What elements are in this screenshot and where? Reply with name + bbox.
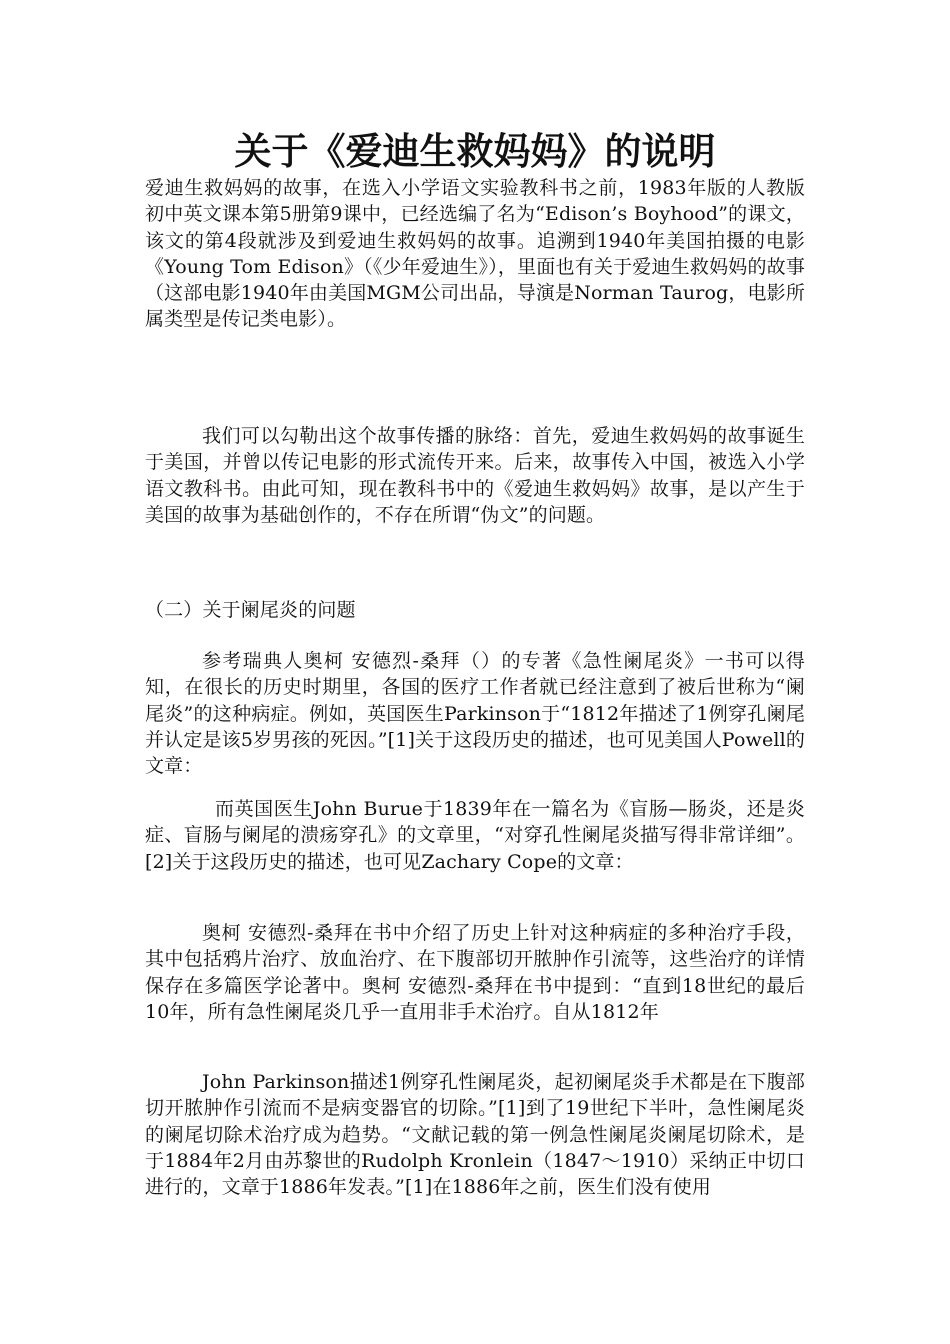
paragraph-intro: 爱迪生救妈妈的故事，在选入小学语文实验教科书之前，1983年版的人教版初中英文课本第5册第9课中，已经选编了名为“Edison’s Boyhood”的课文，该文的第4段就涉及到爱迪生救妈妈的故事。追溯到1940年美国拍摄的电影《Young Tom Edison》（《少年爱迪生》），里面也有关于爱迪生救妈妈的故事（这部电影1940年由美国MGM公司出品，导演是Norman Taurog，电影所属类型是传记类电影）。 — [145, 177, 805, 331]
paragraph-appendicitis-history: 参考瑞典人奥柯 安德烈-桑拜（）的专著《急性阑尾炎》一书可以得知，在很长的历史时期里，各国的医疗工作者就已经注意到了被后世称为“阑尾炎”的这种病症。例如，英国医生Parkinson于“1812年描述了1例穿孔阑尾并认定是该5岁男孩的死因。”[1]关于这段历史的描述，也可见美国人Powell的文章： — [145, 650, 805, 778]
paragraph-story-origin: 我们可以勾勒出这个故事传播的脉络：首先，爱迪生救妈妈的故事诞生于美国，并曾以传记电影的形式流传开来。后来，故事传入中国，被选入小学语文教科书。由此可知，现在教科书中的《爱迪生救妈妈》故事，是以产生于美国的故事为基础创作的，不存在所谓“伪文”的问题。 — [145, 425, 805, 526]
paragraph-john-burue: 而英国医生John Burue于1839年在一篇名为《盲肠—肠炎，还是炎症、盲肠与阑尾的溃疡穿孔》的文章里，“对穿孔性阑尾炎描写得非常详细”。[2]关于这段历史的描述，也可见Zachary Cope的文章： — [145, 798, 805, 873]
document-title: 关于《爱迪生救妈妈》的说明 — [234, 129, 716, 173]
paragraph-treatments: 奥柯 安德烈-桑拜在书中介绍了历史上针对这种病症的多种治疗手段，其中包括鸦片治疗、放血治疗、在下腹部切开脓肿作引流等，这些治疗的详情保存在多篇医学论著中。奥柯 安德烈-桑拜在书中提到：“直到18世纪的最后10年，所有急性阑尾炎几乎一直用非手术治疗。自从1812年 — [145, 922, 805, 1023]
paragraph-parkinson-surgery: John Parkinson描述1例穿孔性阑尾炎，起初阑尾炎手术都是在下腹部切开脓肿作引流而不是病变器官的切除。”[1]到了19世纪下半叶，急性阑尾炎的阑尾切除术治疗成为趋势。“文献记载的第一例急性阑尾炎阑尾切除术，是于1884年2月由苏黎世的Rudolph Kronlein（1847～1910）采纳正中切口进行的，文章于1886年发表。”[1]在1886年之前，医生们没有使用 — [145, 1071, 805, 1199]
section-heading-appendicitis: （二）关于阑尾炎的问题 — [145, 599, 356, 621]
